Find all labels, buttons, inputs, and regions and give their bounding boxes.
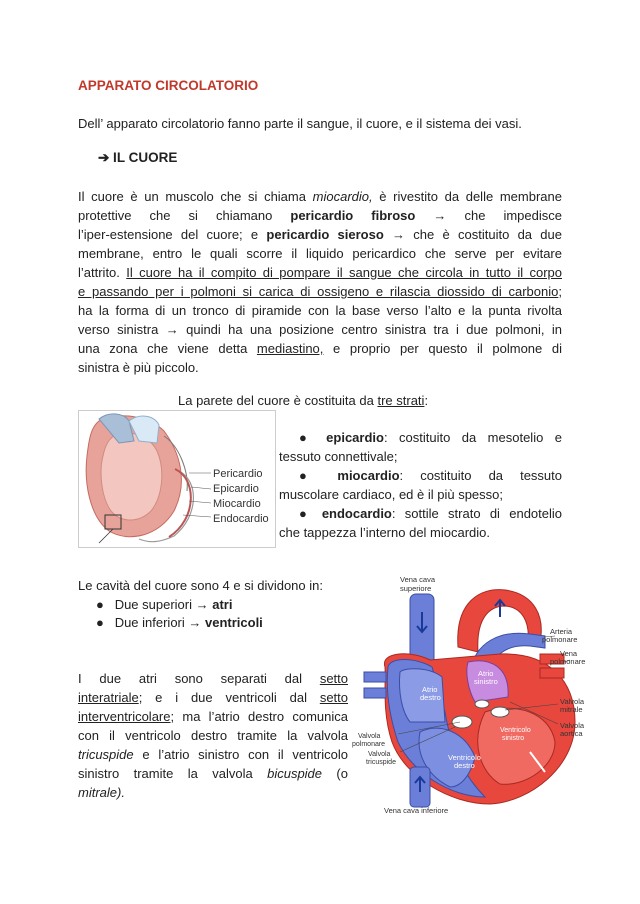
heart-wall-illustration [79, 411, 275, 547]
heart-wall-image [78, 410, 276, 548]
label-vena-polm-2: polmonare [550, 657, 586, 666]
page-title: APPARATO CIRCOLATORIO [78, 78, 259, 93]
label-vena-polm-1: Vena [560, 649, 578, 658]
cavita-inferiori: ● Due inferiori → ventricoli [96, 615, 263, 630]
cavita-intro: Le cavità del cuore sono 4 e si dividono in: [78, 578, 323, 593]
strato-miocardio: ● miocardio: costituito da tessuto [299, 468, 563, 483]
label-atrio-sx-2: sinistro [474, 677, 498, 686]
strato-epicardio-cont: tessuto connettivale; [279, 449, 398, 464]
label-endocardio: Endocardio [213, 513, 269, 525]
label-valv-tric-1: Valvola [368, 751, 391, 758]
label-ventr-dx-2: destro [454, 761, 475, 770]
label-atrio-sx-1: Atrio [478, 669, 494, 678]
label-ventr-sx-2: sinistro [502, 735, 525, 742]
strato-endocardio-cont: che tappezza l’interno del miocardio. [279, 525, 491, 540]
label-valv-tric-2: tricuspide [366, 759, 396, 766]
label-vena-cava-sup-1: Vena cava [400, 575, 436, 584]
intro-paragraph: Dell’ apparato circolatorio fanno parte il sangue, il cuore, e il sistema dei vasi. [78, 116, 522, 131]
strati-intro: La parete del cuore è costituita da tre strati: [178, 393, 429, 408]
label-valv-mitrale-1: Valvola [560, 697, 585, 706]
label-valv-aortica-1: Valvola [560, 721, 585, 730]
label-ventr-sx-1: Ventricolo [500, 727, 531, 734]
label-aorta: Aorta [492, 617, 512, 626]
label-miocardio: Miocardio [213, 498, 261, 510]
label-epicardio: Epicardio [213, 483, 259, 495]
label-vena-cava-inf: Vena cava inferiore [384, 806, 449, 815]
strato-miocardio-cont: muscolare cardiaco, ed è il più spesso; [279, 487, 504, 502]
label-valv-mitrale-2: mitrale [560, 705, 583, 714]
label-valv-polm-1: Valvola [358, 733, 381, 740]
paragraph-setti: I due atri sono separati dal setto interatriale; e i due ventricoli dal setto interventricolare; ma l’atrio destro comunica con il ventricolo destro tramite la valvola tricuspide e l’atrio sinistro con il ventricolo sinistro tramite la valvola bicuspide (o mitrale). [78, 671, 348, 800]
label-atrio-dx-1: Atrio [422, 685, 438, 694]
label-arteria-1: Arteria [550, 627, 573, 636]
section-heading-cuore: ➔ IL CUORE [98, 150, 178, 165]
strato-endocardio: ● endocardio: sottile strato di endotelio [299, 506, 562, 521]
strato-epicardio: ● epicardio: costituito da mesotelio e [299, 430, 562, 445]
label-atrio-dx-2: destro [420, 693, 441, 702]
label-valv-aortica-2: aortica [560, 729, 583, 738]
heart-diagram [350, 572, 600, 817]
strati-list [279, 428, 562, 542]
label-valv-polm-2: polmonare [352, 741, 386, 748]
label-pericardio: Pericardio [213, 468, 263, 480]
heart-diagram-svg [350, 572, 600, 817]
label-vena-cava-sup-2: superiore [400, 584, 432, 593]
paragraph-cuore: Il cuore è un muscolo che si chiama miocardio, è rivestito da delle membrane protettive che si chiamano pericardio fibroso → che impedisce l’iper-estensione del cuore; e pericardio sieroso → che è costituito da due membrane, entro le quali scorre il liquido pericardico che serve per evitare l’attrito. Il cuore ha il compito di pompare il sangue che circola in tutto il corpo e passando per i polmoni si carica di ossigeno e rilascia diossido di carbonio; ha la forma di un tronco di piramide con la base verso l’alto e la punta rivolta verso sinistra → quindi ha una posizione centro sinistra tra i due polmoni, in una zona che viene detta mediastino, e proprio per questo il polmone di sinistra è più piccolo. [78, 189, 563, 375]
cavita-superiori: ● Due superiori → atri [96, 597, 233, 612]
label-arteria-2: polmonare [542, 635, 578, 644]
label-ventr-dx-1: Ventricolo [448, 753, 481, 762]
